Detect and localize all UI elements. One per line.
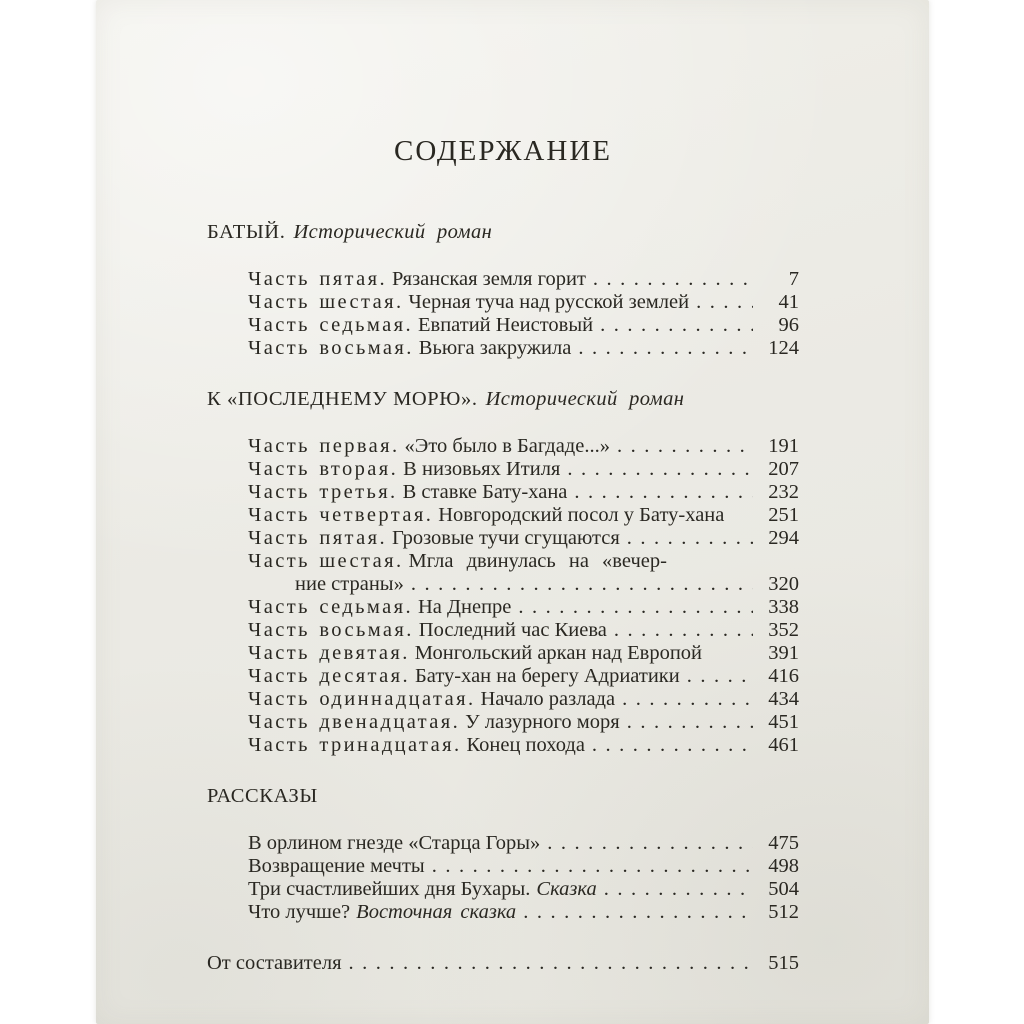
toc-entry-line <box>248 832 799 855</box>
toc-entry <box>248 314 799 337</box>
entry-part-label: Часть первая. <box>248 435 400 457</box>
toc-entry-line <box>248 665 799 688</box>
toc-entry-line <box>248 596 799 619</box>
toc-entry-line <box>248 458 799 481</box>
entry-page-number: 294 <box>768 527 799 549</box>
toc-entry <box>248 596 799 619</box>
leader-dots <box>349 952 753 975</box>
entry-page-number: 475 <box>768 832 799 854</box>
entry-part-label: Часть девятая. <box>248 642 410 664</box>
toc-entry <box>248 642 799 665</box>
entry-page-number: 416 <box>768 665 799 687</box>
leader-dots <box>600 314 753 337</box>
entry-page-number: 7 <box>788 268 799 290</box>
toc-entry-line <box>248 878 799 901</box>
toc-entry-line <box>248 314 799 337</box>
entry-page-number: 451 <box>768 711 799 733</box>
section-entries <box>207 832 799 924</box>
entry-page-number: 338 <box>768 596 799 618</box>
leader-dots <box>593 268 753 291</box>
footer-container <box>207 952 799 975</box>
book-page <box>96 0 929 1024</box>
toc-entry <box>248 688 799 711</box>
toc-entry <box>248 855 799 878</box>
toc-entry-line <box>248 642 799 665</box>
entry-page-number: 96 <box>778 314 799 336</box>
entry-title: Вьюга закружила <box>418 337 572 359</box>
toc-entry <box>248 901 799 924</box>
entry-part-label: Часть третья. <box>248 481 398 503</box>
entry-page-number: 320 <box>768 573 799 595</box>
leader-dots <box>578 337 753 360</box>
entry-part-label: Часть восьмая. <box>248 337 414 359</box>
entry-page-number: 191 <box>768 435 799 457</box>
leader-dots <box>617 435 753 458</box>
toc-entry <box>248 337 799 360</box>
section-heading-label: БАТЫЙ. <box>207 221 286 243</box>
toc-entry <box>248 435 799 458</box>
toc-entry-line <box>248 527 799 550</box>
entry-title: Возвращение мечты <box>248 855 425 877</box>
toc-entry <box>248 268 799 291</box>
entry-part-label: Часть седьмая. <box>248 596 413 618</box>
toc-entry <box>248 665 799 688</box>
toc-entry <box>248 711 799 734</box>
toc-entry <box>248 527 799 550</box>
entry-part-label: Часть десятая. <box>248 665 410 687</box>
entry-title: От составителя <box>207 952 342 974</box>
toc-entry <box>248 291 799 314</box>
toc-entry <box>248 481 799 504</box>
entry-title: Новгородский посол у Бату-хана <box>438 504 725 526</box>
entry-page-number: 391 <box>768 642 799 664</box>
entry-title: «Это было в Багдаде...» <box>404 435 610 457</box>
entry-page-number: 512 <box>768 901 799 923</box>
entry-title: В орлином гнезде «Старца Горы» <box>248 832 541 854</box>
entry-part-label: Часть одиннадцатая. <box>248 688 476 710</box>
leader-dots <box>604 878 753 901</box>
toc-entry-line <box>207 952 799 975</box>
entry-part-label: Часть шестая. <box>248 291 404 313</box>
entry-part-label: Часть тринадцатая. <box>248 734 462 756</box>
entry-title: Три счастливейших дня Бухары. <box>248 878 531 900</box>
leader-dots <box>411 573 753 596</box>
leader-dots <box>547 832 753 855</box>
toc-entry-line <box>248 901 799 924</box>
entry-page-number: 352 <box>768 619 799 641</box>
toc-entry-line <box>248 481 799 504</box>
entry-title: Мгла двинулась на «вечер- <box>408 550 667 572</box>
toc-section <box>207 785 799 924</box>
toc-entry-line <box>248 435 799 458</box>
toc-section <box>207 221 799 360</box>
leader-dots <box>574 481 753 504</box>
entry-part-label: Часть пятая. <box>248 268 388 290</box>
entry-title: На Днепре <box>418 596 512 618</box>
entry-title-italic: Восточная сказка <box>356 901 517 923</box>
section-heading <box>207 221 799 244</box>
leader-dots <box>687 665 753 688</box>
toc-entry <box>248 832 799 855</box>
entry-page-number: 41 <box>778 291 799 313</box>
entry-page-number: 515 <box>768 952 799 974</box>
section-heading-subtitle: Исторический роман <box>293 221 493 243</box>
entry-title: В ставке Бату-хана <box>402 481 568 503</box>
entry-part-label: Часть шестая. <box>248 550 404 572</box>
section-heading <box>207 388 799 411</box>
entry-title-continuation: ние страны» <box>295 573 404 595</box>
entry-part-label: Часть вторая. <box>248 458 399 480</box>
toc-sections <box>207 221 799 924</box>
toc-entry-line <box>248 688 799 711</box>
toc-entry-line <box>248 504 799 527</box>
toc-entry-line <box>248 619 799 642</box>
entry-title: В низовьях Итиля <box>403 458 561 480</box>
entry-page-number: 434 <box>768 688 799 710</box>
toc-entry-line <box>248 268 799 291</box>
leader-dots <box>614 619 753 642</box>
entry-page-number: 498 <box>768 855 799 877</box>
toc-entry-line <box>248 734 799 757</box>
toc-entry <box>248 504 799 527</box>
entry-title: Черная туча над русской землей <box>408 291 690 313</box>
leader-dots <box>518 596 753 619</box>
entry-title: Последний час Киева <box>418 619 607 641</box>
toc-entry-line <box>248 855 799 878</box>
toc-entry-line <box>248 550 799 573</box>
toc-entry <box>248 458 799 481</box>
toc-entry <box>248 878 799 901</box>
leader-dots <box>523 901 753 924</box>
entry-page-number: 124 <box>768 337 799 359</box>
section-entries <box>207 268 799 360</box>
leader-dots <box>622 688 753 711</box>
section-heading-subtitle: Исторический роман <box>485 388 685 410</box>
leader-dots <box>432 855 753 878</box>
leader-dots <box>627 527 753 550</box>
entry-title-italic: Сказка <box>536 878 597 900</box>
entry-page-number: 504 <box>768 878 799 900</box>
entry-title: Бату-хан на берегу Адриатики <box>414 665 680 687</box>
toc-section <box>207 388 799 757</box>
entry-part-label: Часть четвертая. <box>248 504 434 526</box>
page-title: СОДЕРЖАНИЕ <box>394 135 612 167</box>
leader-dots <box>627 711 753 734</box>
entry-page-number: 207 <box>768 458 799 480</box>
entry-title: Рязанская земля горит <box>392 268 586 290</box>
leader-dots <box>696 291 753 314</box>
entry-page-number: 251 <box>768 504 799 526</box>
entry-title: Конец похода <box>466 734 585 756</box>
toc-entry <box>248 550 799 596</box>
entry-part-label: Часть пятая. <box>248 527 388 549</box>
leader-dots <box>592 734 753 757</box>
toc-entry-line <box>248 711 799 734</box>
entry-part-label: Часть седьмая. <box>248 314 413 336</box>
toc-entry <box>248 734 799 757</box>
entry-title: Евпатий Неистовый <box>418 314 594 336</box>
section-heading-label: РАССКАЗЫ <box>207 785 318 807</box>
entry-page-number: 461 <box>768 734 799 756</box>
section-heading <box>207 785 799 808</box>
section-heading-label: К «ПОСЛЕДНЕМУ МОРЮ». <box>207 388 478 410</box>
entry-part-label: Часть восьмая. <box>248 619 414 641</box>
toc-entry-wrap-line <box>248 573 799 596</box>
entry-part-label: Часть двенадцатая. <box>248 711 461 733</box>
section-entries <box>207 435 799 757</box>
entry-title: Грозовые тучи сгущаются <box>392 527 620 549</box>
leader-dots <box>567 458 753 481</box>
entry-title: У лазурного моря <box>465 711 620 733</box>
entry-page-number: 232 <box>768 481 799 503</box>
toc-entry <box>248 619 799 642</box>
entry-title: Монгольский аркан над Европой <box>414 642 703 664</box>
entry-title: Что лучше? <box>248 901 351 923</box>
entry-title: Начало разлада <box>480 688 616 710</box>
toc-entry-line <box>248 291 799 314</box>
toc-entry-line <box>248 337 799 360</box>
toc-entry <box>207 952 799 975</box>
